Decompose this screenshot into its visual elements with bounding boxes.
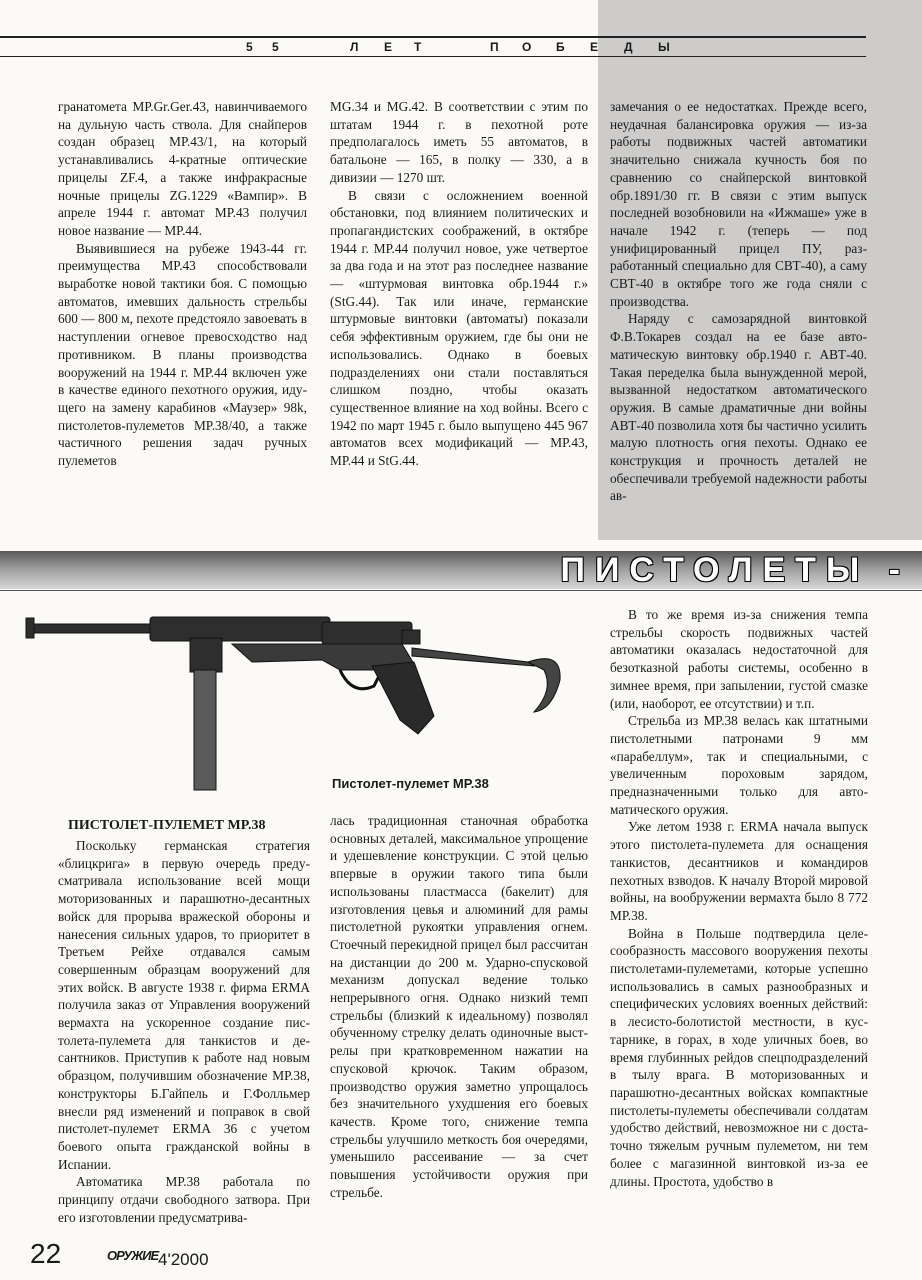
paragraph: В то же время из-за снижения темпа стрельбы скорость подвижных частей автоматики оказалась недостаточной для безотказной работы системы, особенно в зимнее время, при запылении, густой смазке (или, наоборот, ее отсутствии) и т.п. [610,607,868,711]
gun-magazine-well [190,638,222,672]
running-head-letter: О [522,40,532,54]
running-head-letter: Ы [658,40,670,54]
running-head-letter: Л [350,40,359,54]
top-rule-lower [0,56,866,57]
article-column-2 [330,812,588,1201]
section-title: ПИСТОЛЕТЫ - [560,551,910,589]
mp38-gun-illustration [22,600,570,800]
gun-receiver [150,617,330,641]
gun-magazine [194,670,216,790]
gun-buttplate [528,659,560,712]
paragraph: гранатомета MP.Gr.Ger.43, навинчиваемого на дульную часть ствола. Для снайперов создан образец MP.43/1, на который устанавливались 4-кратные оптические прицелы ZF.4, а также инфракрасные ночные прицелы ZG.1229 «Вампир». В апреле 1944 г. автомат MP.43 получил новое название — MP.44. [58,99,307,238]
paragraph: MG.34 и MG.42. В соответствии с этим по штатам 1944 г. в пехотной роте предполагалось иметь 55 автоматов, в батальоне — 165, в полку — 330, а в дивизии — 1270 шт. [330,99,588,185]
page-number: 22 [30,1238,62,1269]
gun-barrel [28,624,158,633]
paragraph: Выявившиеся на рубеже 1943-44 гг. преимущества MP.43 способствовали выработке новой тактики боя. С помощью автоматов, имевших дальность стрельбы 600 — 800 м, пехоте предстояло завоевать в наступлении огневое превосходство над противником. В планы производства вооружений на 1944 г. MP.44 включен уже в качестве единого пехотного оружия, идущего на замену карабинов «Маузер» 98k, пистолетов-пулеметов MP.38/40, а также частичного решения задач ручных пулеметов [58,240,307,469]
gun-rear-receiver [322,622,412,644]
section-band [0,551,922,589]
band-rule [0,590,922,591]
gun-folding-stock [412,648,534,666]
top-column-2 [330,98,588,470]
gun-pistol-grip [372,662,434,734]
running-head-letter: Д [624,40,633,54]
gun-muzzle [26,618,34,638]
running-head [0,40,866,56]
gun-cocking-handle [402,630,420,644]
paragraph: Автоматика MP.38 работала по принципу отдачи свободного затвора. При его изготовлении предусматрива- [58,1174,310,1225]
paragraph: замечания о ее недостатках. Прежде всего, неудачная балансировка оружия — из-за работы подвижных частей автоматики значительно снижала кучность боя по сравнению со снайперской винтовкой обр.1891/30 гг. В связи с этим выпуск последней возобновили на «Ижмаше» уже в начале 1942 г. (теперь — под унифицированный прицел ПУ, разработанный специально для СВТ-40), а саму СВТ-40 в октябре того же года сняли с производства. [610,99,867,309]
article-column-1 [58,837,310,1226]
paragraph: Война в Польше подтвердила целесообразность массового вооружения пехоты пистолетами-пулеметами, которые успешно использовались в самых разнообразных и специфических условиях военных действий: в лесисто-болотистой местности, в кустарнике, в горах, в ходе уличных боев, во время глубинных рейдов спецподразделений в тылу врага. В моторизованных и парашютно-десантных войсках компактные пистолеты-пулеметы обеспечивали солдатам удобство действий, невозможное ни с достаточно тяжелым ручным пулеметом, ни тем более с магазинной винтовкой из-за ее длины. Простота, удобство в [610,925,868,1189]
running-head-letter: 5 [272,40,279,54]
paragraph: лась традиционная станочная обработка основных деталей, максимальное упрощение и удешевление конструкции. С этой целью впервые в оружии такого типа были использованы пластмасса (бакелит) для изготовления цевья и алюминий для рамы пистолетной рукоятки управления огнем. Стоечный перекидной прицел был рассчитан на дистанции до 200 м. Ударно-спусковой механизм допускал ведение только непрерывного огня. Однако низкий темп стрельбы (близкий к идеальному) позволял обученному стрелку делать одиночные выстрелы при кратковременном нажатии на спусковой крючок. Таким образом, производство оружия заметно упрощалось без значительного ухудшения его боевых качеств. Кроме того, снижение темпа стрельбы улучшило меткость боя очередями, уменьшило рассеивание — за счет повышения устойчивости оружия при стрельбе. [330,813,588,1200]
issue-number: 4'2000 [158,1250,209,1269]
paragraph: Стрельба из MP.38 велась как штатными пистолетными патронами 9 мм «парабеллум», так и специальными, с увеличенным пороховым зарядом, предназначенными только для автоматического оружия. [610,713,868,817]
top-column-3 [610,98,867,505]
article-column-3 [610,606,868,1190]
running-head-letter: Е [384,40,393,54]
magazine-logo: ОРУЖИЕ [107,1248,159,1263]
paragraph: Уже летом 1938 г. ERMA начала выпуск этого пистолета-пулемета для оснащения танкистов, десантников и командиров пехотных взводов. К началу Второй мировой войны, на вообружении вермахта было 8 772 MP.38. [610,819,868,923]
paragraph: Наряду с самозарядной винтовкой Ф.В.Токарев создал на ее базе автоматическую винтовку обр.1940 г. АВТ-40. Такая переделка была вынужденной мерой, вызванной недостатком автоматического оружия. В самые драматичные дни войны АВТ-40 позволила хотя бы частично усилить малую плотность огня пехоты. Однако ее конструкция и прочность деталей не обеспечивали требуемой надежности работы ав- [610,311,867,504]
running-head-letter: П [490,40,499,54]
running-head-letter: Е [590,40,599,54]
figure-caption: Пистолет-пулемет MP.38 [332,776,489,791]
running-head-letter: Т [414,40,422,54]
paragraph: В связи с осложнением военной обстановки, под влиянием политических и пропагандистских соображений, в октябре 1944 г. MP.44 получил новое, уже четвертое за два года и на этот раз последнее название — «штурмовая винтовка обр.1944 г.» (StG.44). Так или иначе, германские штурмовые винтовки (автоматы) показали себя эффективным оружием, где бы они не использовались. Однако в боевых подразделениях они стали поставляться слишком поздно, чтобы оказать существенное влияние на ход войны. Всего с 1942 по март 1945 г. было выпущено 445 967 автоматов всех модификаций — MP.43, MP.44 и StG.44. [330,187,588,469]
article-heading: ПИСТОЛЕТ-ПУЛЕМЕТ MP.38 [68,818,266,833]
running-head-letter: 5 [246,40,253,54]
top-rule [0,36,866,38]
paragraph: Поскольку германская стратегия «блицкрига» в первую очередь предусматривала использование всей мощи моторизованных и парашютно-десантных войск для прорыва вражеской обороны и нанесения сильных ударов, то приоритет в Третьем Рейхе отдавался самым совершенным образцам вооружений для этих войск. В августе 1938 г. фирма ERMA получила заказ от Управления вооружений вермахта на ускоренное создание пистолета-пулемета для танкистов и десантников. Приступив к работе над новым образцом, получившим обозначение MP.38, конструкторы Б.Гайпель и Г.Фолльмер внесли ряд изменений и поправок в свой пистолет-пулемет ERMA 36 с учетом боевого опыта гражданской войны в Испании. [58,838,310,1172]
top-column-1 [58,98,307,470]
running-head-letter: Б [556,40,565,54]
